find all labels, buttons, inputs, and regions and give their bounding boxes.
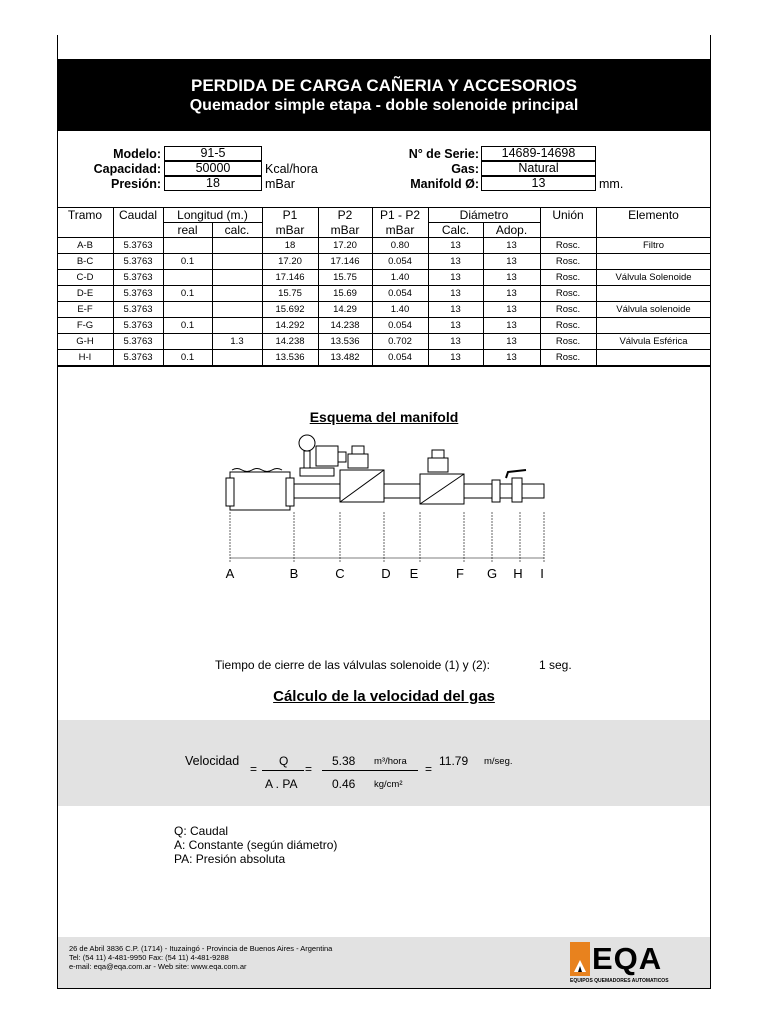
cell-p1: 14.292 bbox=[275, 320, 305, 331]
logo-subtitle: EQUIPOS QUEMADORES AUTOMATICOS bbox=[570, 978, 669, 984]
legend-pa: PA: Presión absoluta bbox=[174, 852, 286, 866]
point-label: C bbox=[335, 566, 345, 581]
point-label: E bbox=[409, 566, 419, 581]
fraction-bar bbox=[262, 770, 304, 771]
serie-label: N° de Serie: bbox=[408, 147, 479, 161]
th-real: real bbox=[177, 223, 198, 237]
point-label: I bbox=[540, 566, 544, 581]
presion-unit: mBar bbox=[265, 177, 295, 191]
cell-caudal: 5.3763 bbox=[123, 352, 153, 363]
cell-p1: 17.146 bbox=[275, 272, 305, 283]
cell-tramo: G-H bbox=[76, 336, 94, 347]
cell-union: Rosc. bbox=[555, 272, 581, 283]
cell-p1p2: 0.054 bbox=[388, 288, 412, 299]
cell-diam-calc: 13 bbox=[450, 320, 461, 331]
cell-p1p2: 0.054 bbox=[388, 352, 412, 363]
row-divider bbox=[57, 253, 711, 254]
cell-diam-calc: 13 bbox=[450, 272, 461, 283]
cell-p1p2: 0.702 bbox=[388, 336, 412, 347]
cell-caudal: 5.3763 bbox=[123, 288, 153, 299]
area-pressure-unit: kg/cm² bbox=[374, 779, 403, 790]
footer-email: e-mail: eqa@eqa.com.ar - Web site: www.eqa.com.ar bbox=[69, 962, 247, 971]
capacidad-unit: Kcal/hora bbox=[265, 162, 318, 176]
cell-diam-adop: 13 bbox=[506, 272, 517, 283]
velocity-label: Velocidad bbox=[185, 754, 240, 768]
th-calc: calc. bbox=[224, 223, 250, 237]
cell-real: 0.1 bbox=[180, 352, 195, 363]
capacidad-value: 50000 bbox=[164, 161, 262, 176]
cell-real: 0.1 bbox=[180, 288, 195, 299]
cell-elemento: Válvula solenoide bbox=[616, 304, 691, 315]
cell-p1p2: 0.80 bbox=[390, 240, 410, 251]
velocity-unit: m/seg. bbox=[484, 756, 513, 767]
manifold-value: 13 bbox=[481, 176, 596, 191]
row-divider bbox=[57, 365, 711, 366]
cell-diam-adop: 13 bbox=[506, 288, 517, 299]
cell-union: Rosc. bbox=[555, 320, 581, 331]
th-p2: P2 bbox=[337, 208, 353, 222]
serie-value: 14689-14698 bbox=[481, 146, 596, 161]
cell-p2: 13.482 bbox=[330, 352, 360, 363]
cell-union: Rosc. bbox=[555, 336, 581, 347]
th-p1p2-unit: mBar bbox=[385, 223, 415, 237]
equals-sign: = bbox=[425, 762, 433, 776]
flow-value: 5.38 bbox=[332, 754, 356, 768]
cell-p2: 17.20 bbox=[333, 240, 357, 251]
th-p2-unit: mBar bbox=[330, 223, 360, 237]
cell-p1p2: 1.40 bbox=[390, 304, 410, 315]
logo-text: EQA bbox=[592, 941, 663, 976]
cell-tramo: C-D bbox=[76, 272, 94, 283]
th-diametro: Diámetro bbox=[459, 208, 509, 222]
cell-p1: 18 bbox=[284, 240, 296, 251]
point-label: D bbox=[381, 566, 391, 581]
velocity-title: Cálculo de la velocidad del gas bbox=[273, 688, 495, 705]
th-longitud: Longitud (m.) bbox=[177, 208, 248, 222]
cell-union: Rosc. bbox=[555, 288, 581, 299]
closing-time-text: Tiempo de cierre de las válvulas solenoide (1) y (2): bbox=[215, 658, 491, 672]
manifold-diagram bbox=[220, 428, 560, 600]
cell-tramo: B-C bbox=[76, 256, 94, 267]
footer-phone: Tel: (54 11) 4-481-9950 Fax: (54 11) 4-481-9288 bbox=[69, 953, 229, 962]
legend-q: Q: Caudal bbox=[174, 824, 229, 838]
closing-time-value: 1 seg. bbox=[539, 658, 572, 672]
presion-value: 18 bbox=[164, 176, 262, 191]
modelo-value: 91-5 bbox=[164, 146, 262, 161]
manifold-unit: mm. bbox=[599, 177, 624, 191]
th-elemento: Elemento bbox=[628, 208, 679, 222]
cell-diam-calc: 13 bbox=[450, 240, 461, 251]
a-pa-symbol: A . PA bbox=[265, 777, 298, 791]
cell-diam-calc: 13 bbox=[450, 304, 461, 315]
cell-diam-adop: 13 bbox=[506, 336, 517, 347]
th-caudal: Caudal bbox=[118, 208, 158, 222]
point-label: A bbox=[225, 566, 235, 581]
q-symbol: Q bbox=[279, 754, 289, 768]
row-divider bbox=[57, 349, 711, 350]
cell-tramo: A-B bbox=[77, 240, 93, 251]
th-tramo: Tramo bbox=[67, 208, 103, 222]
document-title: PERDIDA DE CARGA CAÑERIA Y ACCESORIOS bbox=[190, 76, 577, 95]
cell-tramo: D-E bbox=[76, 288, 94, 299]
row-divider bbox=[57, 333, 711, 334]
cell-union: Rosc. bbox=[555, 352, 581, 363]
cell-diam-adop: 13 bbox=[506, 320, 517, 331]
legend-a: A: Constante (según diámetro) bbox=[174, 838, 338, 852]
area-pressure-value: 0.46 bbox=[332, 777, 356, 791]
cell-diam-calc: 13 bbox=[450, 288, 461, 299]
cell-p2: 15.75 bbox=[333, 272, 357, 283]
cell-caudal: 5.3763 bbox=[123, 304, 153, 315]
th-p1: P1 bbox=[282, 208, 298, 222]
cell-elemento: Válvula Esférica bbox=[619, 336, 688, 347]
cell-diam-adop: 13 bbox=[506, 256, 517, 267]
th-diam-adop: Adop. bbox=[495, 223, 528, 237]
cell-p1p2: 0.054 bbox=[388, 320, 412, 331]
row-divider bbox=[57, 285, 711, 286]
cell-p1p2: 1.40 bbox=[390, 272, 410, 283]
th-p1-unit: mBar bbox=[275, 223, 305, 237]
point-label: B bbox=[289, 566, 299, 581]
cell-diam-adop: 13 bbox=[506, 240, 517, 251]
cell-calc: 1.3 bbox=[230, 336, 244, 347]
cell-p1: 14.238 bbox=[275, 336, 305, 347]
cell-tramo: H-I bbox=[78, 352, 92, 363]
cell-p2: 14.238 bbox=[330, 320, 360, 331]
fraction-bar bbox=[322, 770, 418, 771]
cell-diam-calc: 13 bbox=[450, 256, 461, 267]
cell-real: 0.1 bbox=[180, 256, 195, 267]
cell-p2: 14.29 bbox=[333, 304, 357, 315]
flow-unit: m³/hora bbox=[374, 756, 407, 767]
equals-sign: = bbox=[250, 762, 258, 776]
cell-diam-adop: 13 bbox=[506, 352, 517, 363]
cell-p2: 17.146 bbox=[330, 256, 360, 267]
cell-caudal: 5.3763 bbox=[123, 320, 153, 331]
cell-elemento: Filtro bbox=[642, 240, 665, 251]
schema-title: Esquema del manifold bbox=[309, 409, 459, 425]
th-p1p2: P1 - P2 bbox=[379, 208, 421, 222]
table-header-line bbox=[57, 237, 711, 238]
cell-union: Rosc. bbox=[555, 240, 581, 251]
cell-real: 0.1 bbox=[180, 320, 195, 331]
point-label: H bbox=[513, 566, 523, 581]
presion-label: Presión: bbox=[110, 177, 161, 191]
cell-p1: 13.536 bbox=[275, 352, 305, 363]
th-union: Unión bbox=[552, 208, 584, 222]
cell-p2: 13.536 bbox=[330, 336, 360, 347]
cell-diam-calc: 13 bbox=[450, 352, 461, 363]
footer-address: 26 de Abril 3836 C.P. (1714) - Ituzaingó - Provincia de Buenos Aires - Argentina bbox=[69, 944, 333, 953]
cell-elemento: Válvula Solenoide bbox=[615, 272, 692, 283]
point-label: G bbox=[486, 566, 498, 581]
row-divider bbox=[57, 317, 711, 318]
cell-caudal: 5.3763 bbox=[123, 240, 153, 251]
equals-sign: = bbox=[305, 762, 313, 776]
row-divider bbox=[57, 269, 711, 270]
point-label: F bbox=[456, 566, 464, 581]
th-diam-calc: Calc. bbox=[441, 223, 470, 237]
cell-diam-calc: 13 bbox=[450, 336, 461, 347]
modelo-label: Modelo: bbox=[113, 147, 161, 161]
manifold-label: Manifold Ø: bbox=[410, 177, 479, 191]
cell-tramo: E-F bbox=[77, 304, 93, 315]
row-divider bbox=[57, 301, 711, 302]
eqa-logo bbox=[569, 940, 687, 986]
gas-label: Gas: bbox=[451, 162, 479, 176]
cell-caudal: 5.3763 bbox=[123, 336, 153, 347]
velocity-result: 11.79 bbox=[439, 754, 469, 768]
cell-p1: 15.75 bbox=[278, 288, 302, 299]
cell-p1p2: 0.054 bbox=[388, 256, 412, 267]
cell-caudal: 5.3763 bbox=[123, 272, 153, 283]
table-bottom-line bbox=[57, 366, 711, 367]
gas-value: Natural bbox=[481, 161, 596, 176]
title-banner bbox=[58, 59, 710, 131]
cell-tramo: F-G bbox=[76, 320, 94, 331]
cell-caudal: 5.3763 bbox=[123, 256, 153, 267]
cell-union: Rosc. bbox=[555, 304, 581, 315]
cell-diam-adop: 13 bbox=[506, 304, 517, 315]
capacidad-label: Capacidad: bbox=[93, 162, 161, 176]
flame-icon bbox=[570, 942, 590, 976]
cell-p1: 15.692 bbox=[275, 304, 305, 315]
cell-p1: 17.20 bbox=[278, 256, 302, 267]
cell-union: Rosc. bbox=[555, 256, 581, 267]
document-subtitle: Quemador simple etapa - doble solenoide principal bbox=[189, 97, 579, 114]
cell-p2: 15.69 bbox=[333, 288, 357, 299]
